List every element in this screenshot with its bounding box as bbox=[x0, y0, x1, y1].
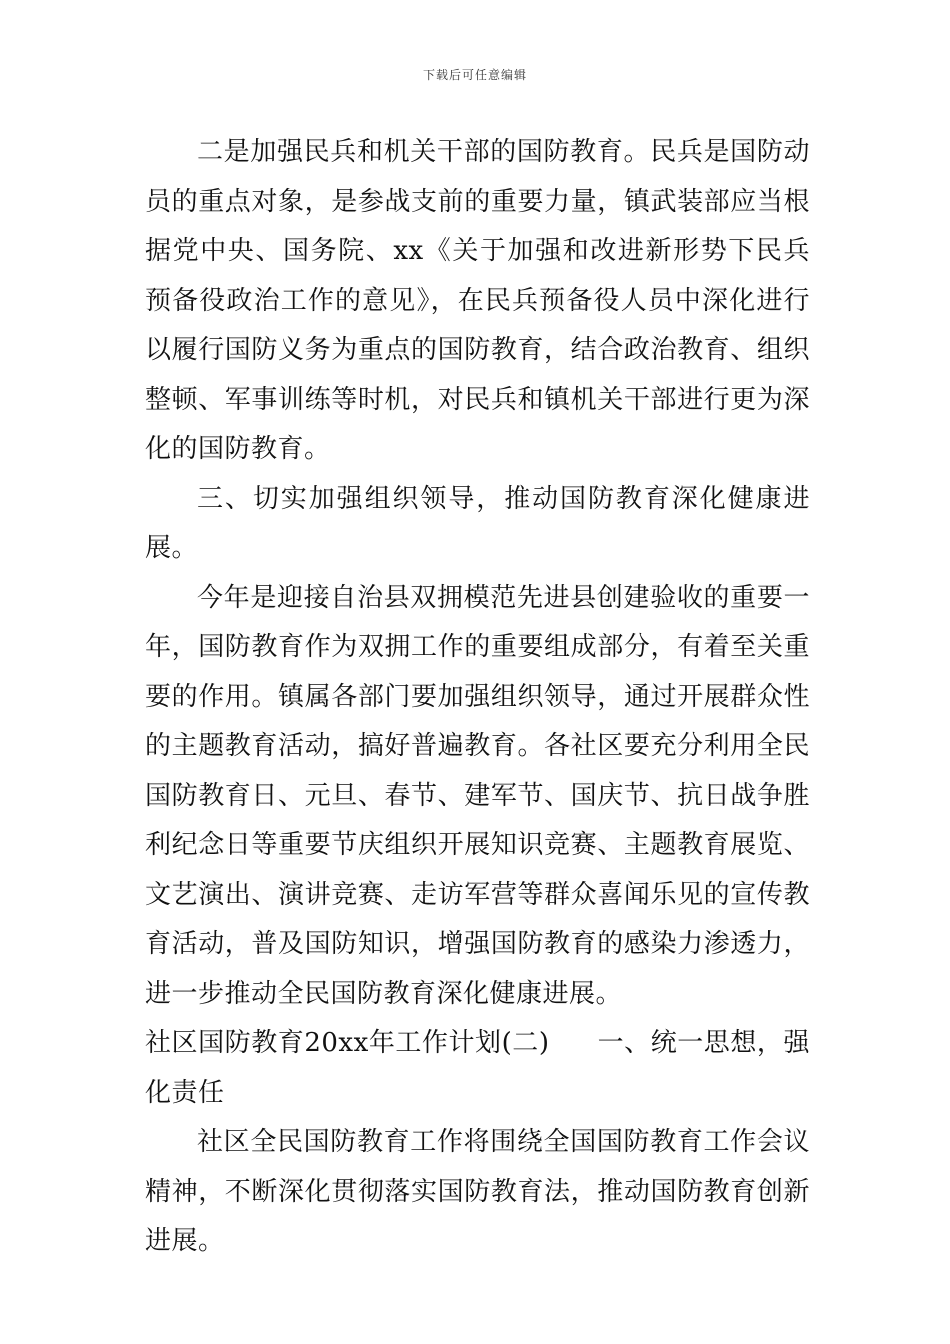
paragraph-militia-education: 二是加强民兵和机关干部的国防教育。民兵是国防动员的重点对象，是参战支前的重要力量，镇武装部应当根据党中央、国务院、xx《关于加强和改进新形势下民兵预备役政治工作的意见》，在民兵预备役人员中深化进行以履行国防义务为重点的国防教育，结合政治教育、组织整顿、军事训练等时机，对民兵和镇机关干部进行更为深化的国防教育。 bbox=[145, 137, 810, 464]
section-subtitle: 一、统一思想，强化责任 bbox=[145, 1028, 810, 1108]
paragraph-section-three-heading: 三、切实加强组织领导，推动国防教育深化健康进展。 bbox=[145, 483, 810, 563]
page-header: 下载后可任意编辑 bbox=[422, 68, 527, 82]
paragraph-annual-plan: 今年是迎接自治县双拥模范先进县创建验收的重要一年，国防教育作为双拥工作的重要组成部分，有着至关重要的作用。镇属各部门要加强组织领导，通过开展群众性的主题教育活动，搞好普遍教育。各社区要充分利用全民国防教育日、元旦、春节、建军节、国庆节、抗日战争胜利纪念日等重要节庆组织开展知识竞赛、主题教育展览、文艺演出、演讲竞赛、走访军营等群众喜闻乐见的宣传教育活动，普及国防知识，增强国防教育的感染力渗透力，进一步推动全民国防教育深化健康进展。 bbox=[145, 582, 810, 1009]
paragraph-closing: 社区全民国防教育工作将围绕全国国防教育工作会议精神，不断深化贯彻落实国防教育法，推动国防教育创新进展。 bbox=[145, 1127, 810, 1256]
document-body bbox=[145, 128, 810, 1267]
section-title: 社区国防教育20xx年工作计划(二) bbox=[145, 1028, 550, 1058]
section-heading-line bbox=[145, 1019, 810, 1118]
